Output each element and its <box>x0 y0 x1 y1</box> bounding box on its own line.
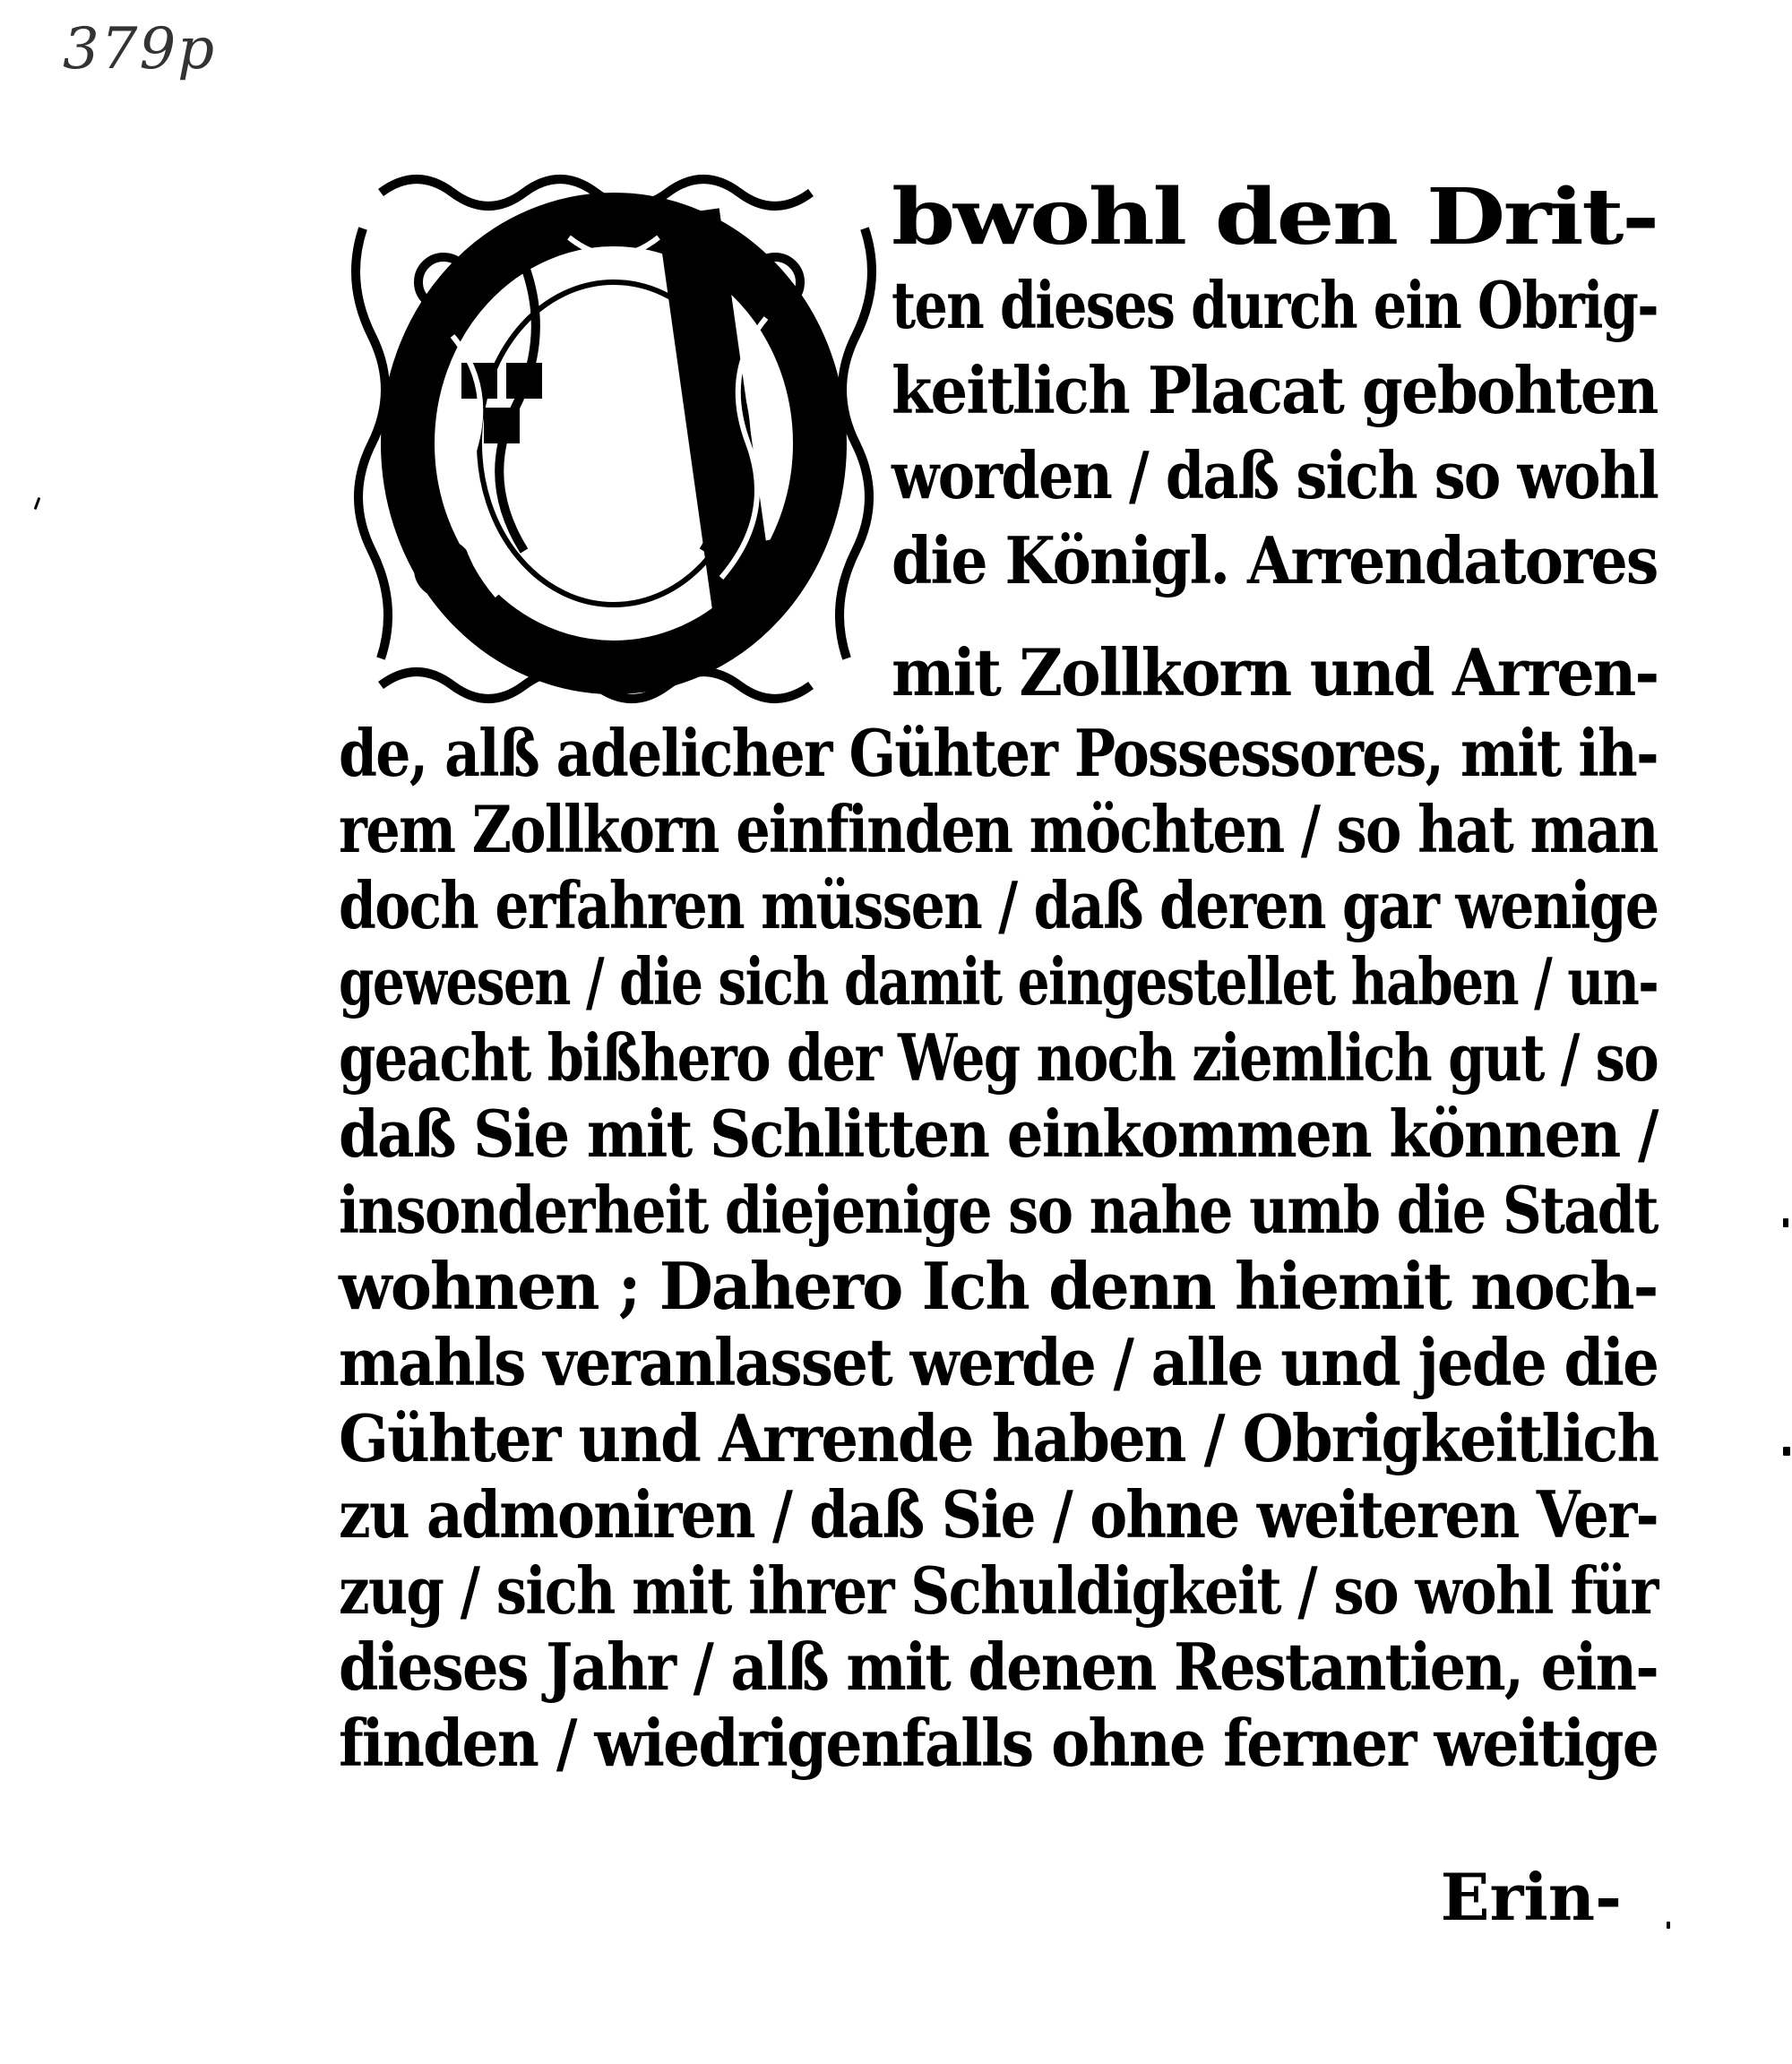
text-line-18: zug / sich mit ihrer Schuldigkeit / so wohl für <box>339 1552 1658 1629</box>
scan-speck <box>1667 1922 1670 1929</box>
text-line-5: die Königl. Arrendatores <box>892 522 1658 598</box>
catchword: Erin- <box>1440 1859 1622 1935</box>
text-line-11: geacht bißhero der Weg noch ziemlich gut / so <box>339 1019 1658 1096</box>
text-line-16: Gühter und Arrende haben / Obrigkeitlich <box>339 1400 1658 1476</box>
scan-speck <box>34 497 41 510</box>
text-line-3: keitlich Placat gebohten <box>892 352 1658 428</box>
text-line-12: daß Sie mit Schlitten einkommen können / <box>339 1096 1658 1172</box>
text-line-4: worden / daß sich so wohl <box>892 437 1658 513</box>
text-line-9: doch erfahren müssen / daß deren gar wenige <box>339 867 1658 943</box>
scan-speck <box>1783 1218 1788 1227</box>
handwritten-page-number: 379p <box>63 16 217 82</box>
text-line-7: de, alß adelicher Gühter Possessores, mit ih- <box>339 715 1658 791</box>
text-line-8: rem Zollkorn einfinden möchten / so hat man <box>339 791 1658 867</box>
text-line-19: dieses Jahr / alß mit denen Restantien, ein- <box>339 1629 1658 1705</box>
ornament-icon <box>345 157 883 712</box>
ornamental-drop-cap <box>345 157 883 712</box>
text-line-6: mit Zollkorn und Arren- <box>892 634 1658 710</box>
text-line-15: mahls veranlasset werde / alle und jede die <box>339 1324 1658 1400</box>
text-line-17: zu admoniren / daß Sie / ohne weiteren Ver- <box>339 1476 1658 1552</box>
text-line-13: insonderheit diejenige so nahe umb die Stadt <box>339 1172 1658 1248</box>
text-line-2: ten dieses durch ein Obrig- <box>892 267 1658 343</box>
text-line-1: bwohl den Drit- <box>892 172 1658 262</box>
text-line-10: gewesen / die sich damit eingestellet haben / un- <box>339 943 1658 1019</box>
text-line-20: finden / wiedrigenfalls ohne ferner weitige <box>339 1705 1658 1781</box>
text-line-14: wohnen ; Dahero Ich denn hiemit noch- <box>339 1248 1658 1324</box>
scan-speck <box>1783 1447 1790 1456</box>
